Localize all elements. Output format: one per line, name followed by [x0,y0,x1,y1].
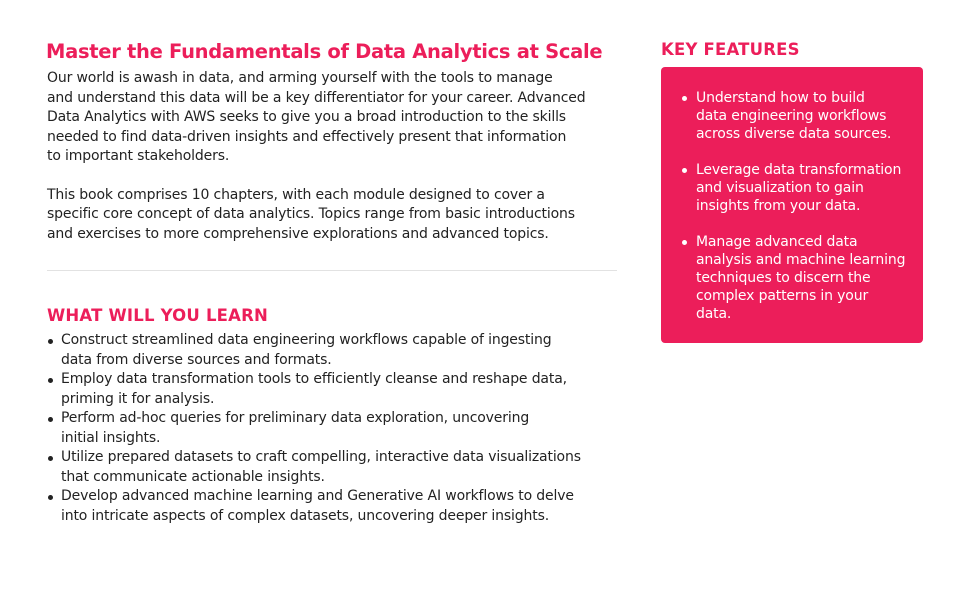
text-line: across diverse data sources. [696,126,892,142]
text-line: Manage advanced data [696,234,858,250]
text-line: data engineering workflows [696,108,887,124]
features-box [661,67,923,343]
text-line: data from diverse sources and formats. [61,351,332,368]
features-list [681,89,923,323]
text-line: Data Analytics with AWS seeks to give you a broad introduction to the skills [47,109,566,125]
page-title: Master the Fundamentals of Data Analytics at Scale [46,40,603,63]
text-line: into intricate aspects of complex datasets, uncovering deeper insights. [61,507,550,524]
list-item [681,233,923,323]
intro-paragraph [47,69,622,167]
text-line: This book comprises 10 chapters, with each module designed to cover a [47,186,545,203]
learn-heading: WHAT WILL YOU LEARN [47,306,269,325]
text-line: that communicate actionable insights. [61,468,325,485]
text-line: Perform ad-hoc queries for preliminary data exploration, uncovering [61,410,530,426]
text-line: and exercises to more comprehensive explorations and advanced topics. [47,225,549,242]
text-line: initial insights. [61,429,161,446]
text-line: Understand how to build [696,90,865,106]
text-line: analysis and machine learning [696,252,906,268]
list-item [47,370,622,409]
text-line: needed to find data-driven insights and effectively present that information [47,128,567,145]
text-line: and understand this data will be a key differentiator for your career. Advanced [47,89,586,106]
text-line: complex patterns in your [696,288,869,304]
divider [47,270,617,271]
text-line: Construct streamlined data engineering workflows capable of ingesting [61,332,552,348]
text-line: Utilize prepared datasets to craft compelling, interactive data visualizations [61,449,581,465]
key-features-section [661,40,923,343]
text-line: Our world is awash in data, and arming yourself with the tools to manage [47,70,553,86]
text-line: Leverage data transformation [696,162,902,178]
text-line: priming it for analysis. [61,390,215,407]
learn-list [47,331,622,526]
list-item [681,161,923,215]
text-line: to important stakeholders. [47,148,230,164]
list-item [47,487,622,526]
text-line: and visualization to gain [696,180,864,196]
features-heading: KEY FEATURES [661,40,800,59]
text-line: Employ data transformation tools to efficiently cleanse and reshape data, [61,371,567,387]
book-paragraph [47,186,622,245]
list-item [47,448,622,487]
list-item [47,409,622,448]
main-section [47,40,622,526]
list-item [681,89,923,143]
text-line: techniques to discern the [696,270,871,286]
text-line: data. [696,306,732,322]
text-line: insights from your data. [696,198,861,214]
list-item [47,331,622,370]
text-line: specific core concept of data analytics. Topics range from basic introductions [47,206,575,222]
text-line: Develop advanced machine learning and Generative AI workflows to delve [61,488,574,504]
